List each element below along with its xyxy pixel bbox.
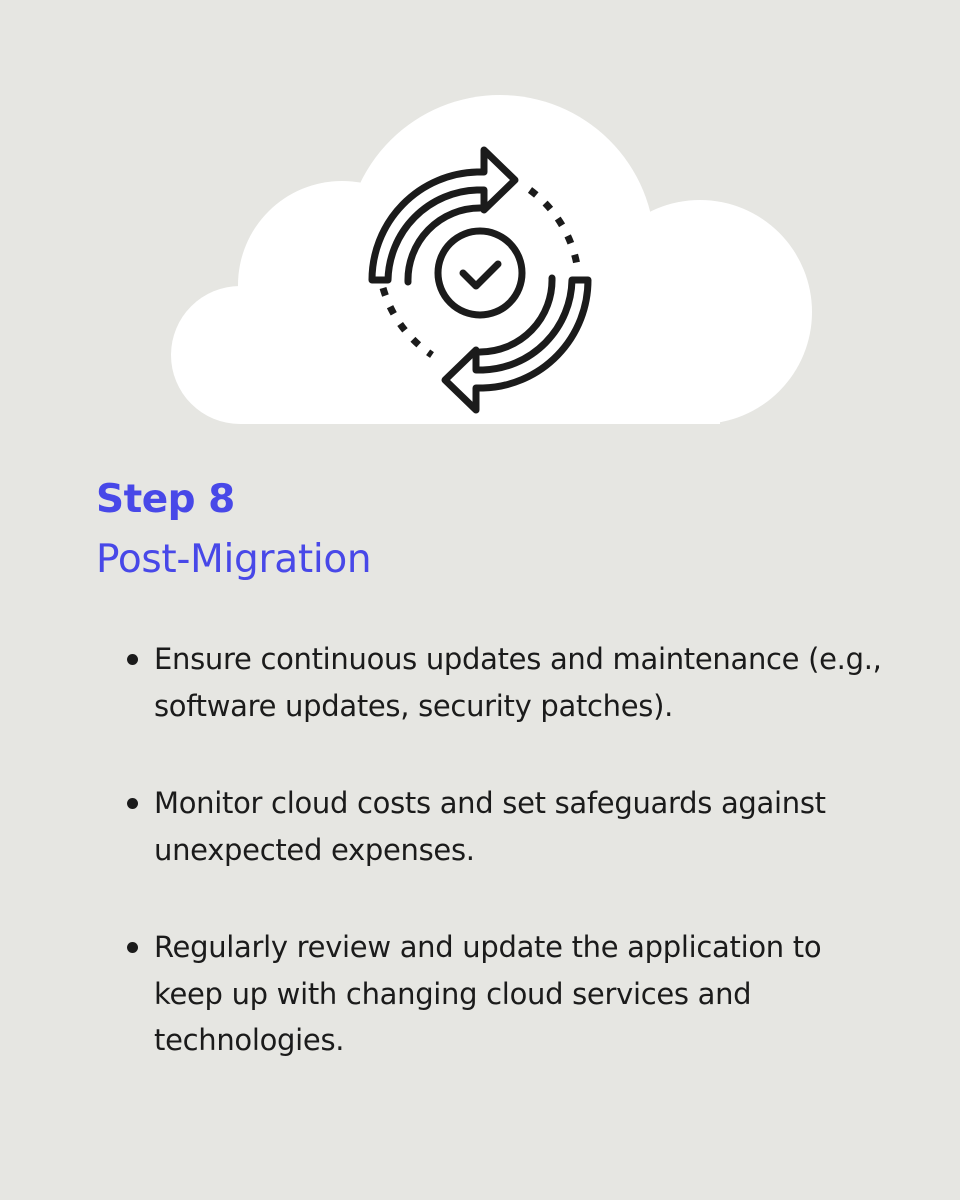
step-number: Step 8 xyxy=(96,477,235,522)
step-title: Post-Migration xyxy=(96,537,372,582)
bullet-text: Ensure continuous updates and maintenance (e.g., software updates, security patches). xyxy=(154,642,882,723)
bullet-dot xyxy=(127,654,138,665)
step-heading xyxy=(96,470,896,590)
bullet-text: Regularly review and update the application to keep up with changing cloud services and technologies. xyxy=(154,930,822,1057)
bullet-dot xyxy=(127,942,138,953)
list-item xyxy=(154,636,894,729)
list-item xyxy=(154,924,894,1064)
cloud-shape xyxy=(171,95,812,424)
bullet-list xyxy=(154,636,894,1064)
bullet-text: Monitor cloud costs and set safeguards against unexpected expenses. xyxy=(154,786,826,867)
list-item xyxy=(154,780,894,873)
bullet-dot xyxy=(127,798,138,809)
hero-illustration xyxy=(0,0,960,460)
